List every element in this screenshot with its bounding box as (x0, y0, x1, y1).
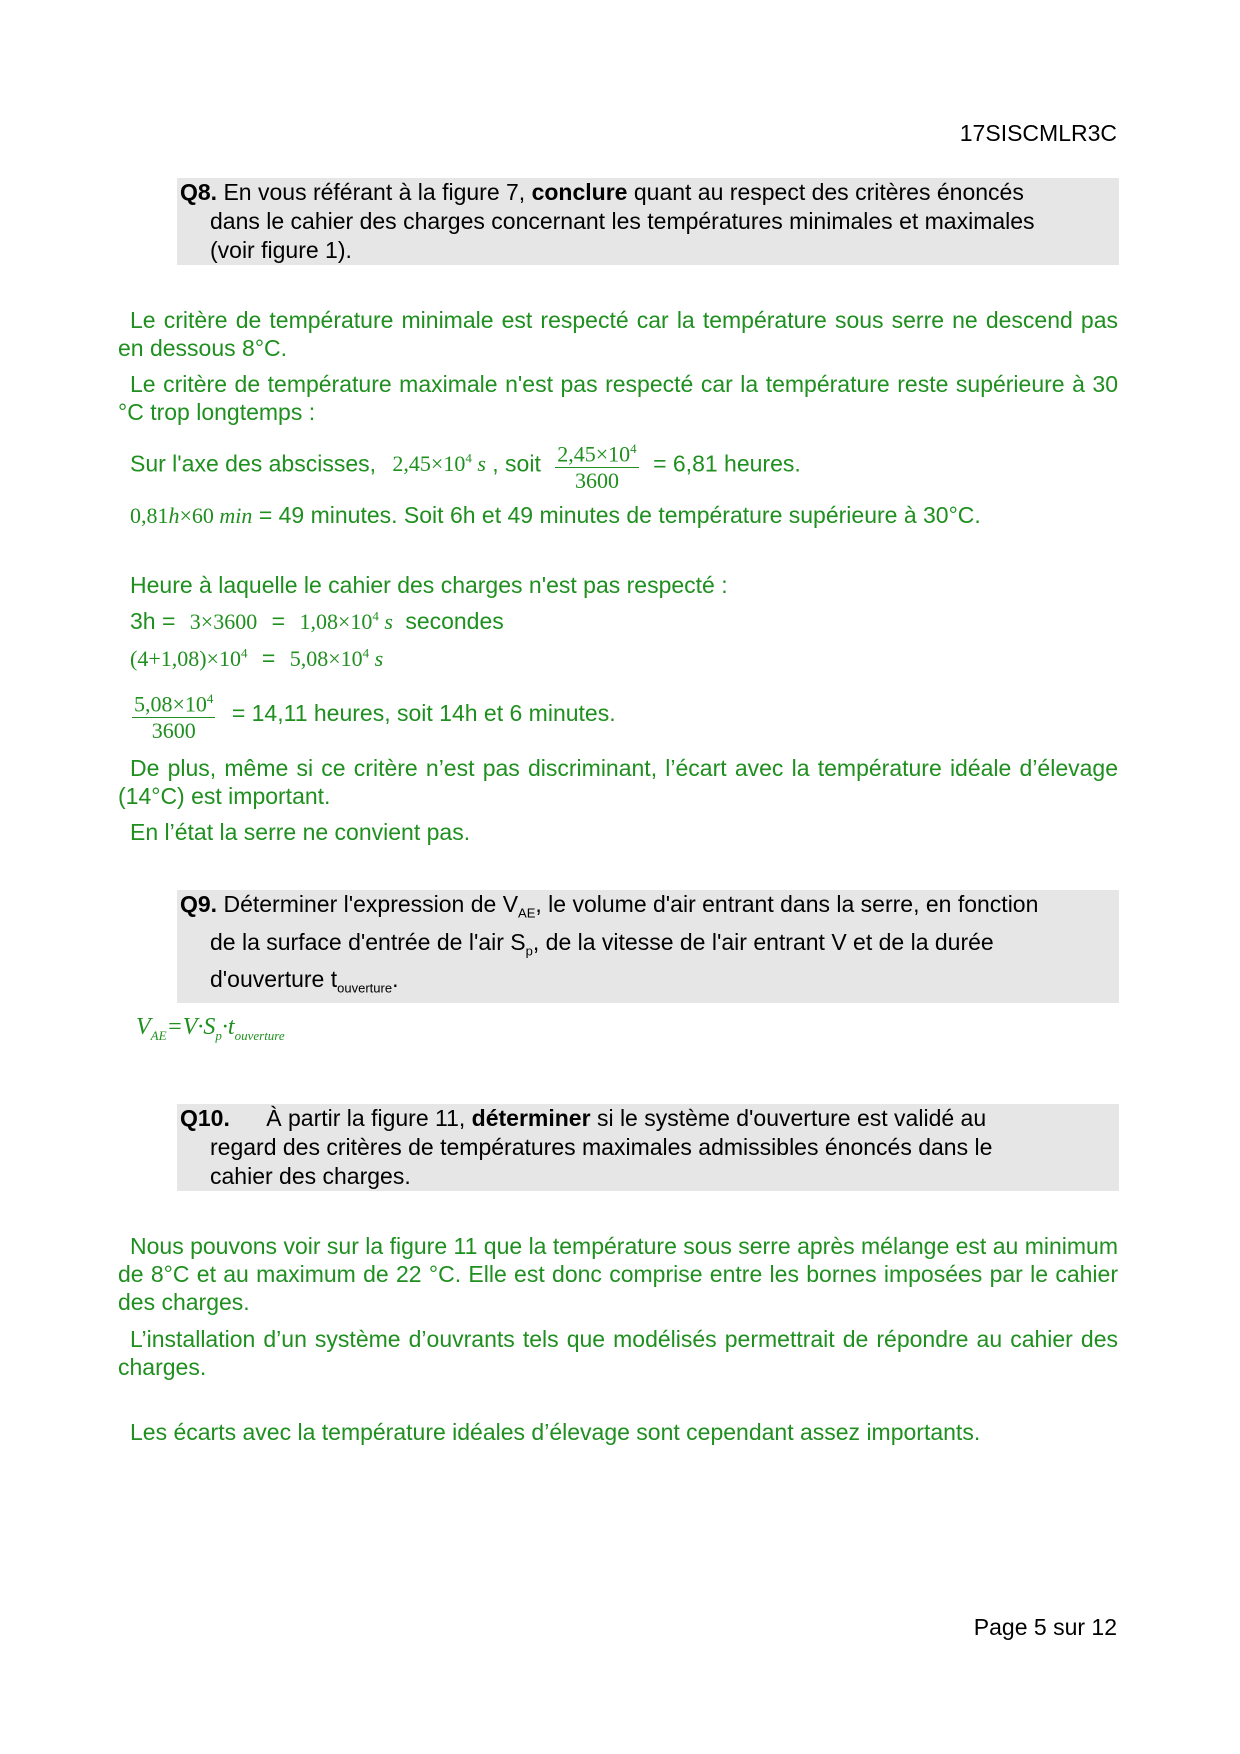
q9-line-1: Q9. Déterminer l'expression de $V_{AE}$, le volume d'air entrant dans la serre, en fonction (180, 891, 1039, 921)
formula-vae: $V_{AE}=V\cdot S_p\cdot t_{ouverture}$ (136, 1014, 285, 1043)
fraction-hours: $\frac{2,45\times 10^4}{3600}$ (555, 436, 638, 494)
answer-q10-range: Nous pouvons voir sur la figure 11 que la température sous serre après mélange est au minimum de 8°C et au maximum de 22 °C. Elle est donc comprise entre les bornes imposées par le cahier des charges. (118, 1233, 1118, 1315)
axis-computation: Sur l'axe des abscisses, $2,45\times 10^4$ s , soit $\frac{2,45\times 10^4}{3600}$ = 6,81 heures. (130, 436, 801, 494)
question-q8 (177, 178, 1119, 265)
q8-line-3: (voir figure 1). (210, 237, 352, 263)
answer-q8-max: Le critère de température maximale n'est pas respecté car la température reste supérieure à 30 °C trop longtemps : (118, 371, 1118, 425)
q10-label: Q10. (180, 1105, 230, 1131)
question-q9 (177, 890, 1119, 1003)
q9-line-2: de la surface d'entrée de l'air $S_p$, de la vitesse de l'air entrant V et de la durée (210, 928, 994, 959)
answer-q8-ecart: De plus, même si ce critère n’est pas discriminant, l’écart avec la température idéale d’élevage (14°C) est important. (118, 755, 1118, 809)
document-code: 17SISCMLR3C (959, 120, 1117, 146)
q9-line-3: d'ouverture $t_{ouverture}$. (210, 966, 399, 996)
answer-q10-ecarts: Les écarts avec la température idéales d’élevage sont cependant assez importants. (130, 1419, 981, 1445)
q10-line-1: Q10. À partir la figure 11, déterminer si le système d'ouverture est validé au (180, 1105, 987, 1131)
answer-q8-min: Le critère de température minimale est respecté car la température sous serre ne descend pas en dessous 8°C. (118, 307, 1118, 361)
q8-line-2: dans le cahier des charges concernant les températures minimales et maximales (210, 208, 1035, 234)
sum-computation: $(4+1,08)\times 10^4 = 5,08\times 10^4$ s (130, 645, 384, 671)
answer-q10-installation: L’installation d’un système d’ouvrants tels que modélisés permettrait de répondre au cahier des charges. (118, 1326, 1118, 1380)
q8-line-1: Q8. En vous référant à la figure 7, conclure quant au respect des critères énoncés (180, 179, 1024, 205)
three-hours-conversion: $3h = 3\times 3600 = 1,08\times 10^4$ s secondes (130, 608, 504, 634)
answer-q8-conclusion: En l’état la serre ne convient pas. (130, 819, 471, 845)
page-number: Page 5 sur 12 (973, 1614, 1117, 1640)
q8-label: Q8. (180, 179, 218, 205)
minutes-computation: 0,81h×60 min = 49 minutes. Soit 6h et 49 minutes de température supérieure à 30°C. (130, 502, 981, 528)
q9-label: Q9. (180, 891, 218, 917)
hour-fraction: $\frac{5,08\times 10^4}{3600}$ = 14,11 heures, soit 14h et 6 minutes. (132, 686, 616, 744)
q10-line-3: cahier des charges. (210, 1163, 411, 1189)
question-q10 (177, 1104, 1119, 1191)
fraction-hour-of-day: $\frac{5,08\times 10^4}{3600}$ (132, 686, 215, 744)
q10-line-2: regard des critères de températures maximales admissibles énoncés dans le (210, 1134, 993, 1160)
heure-intro: Heure à laquelle le cahier des charges n'est pas respecté : (130, 572, 728, 598)
